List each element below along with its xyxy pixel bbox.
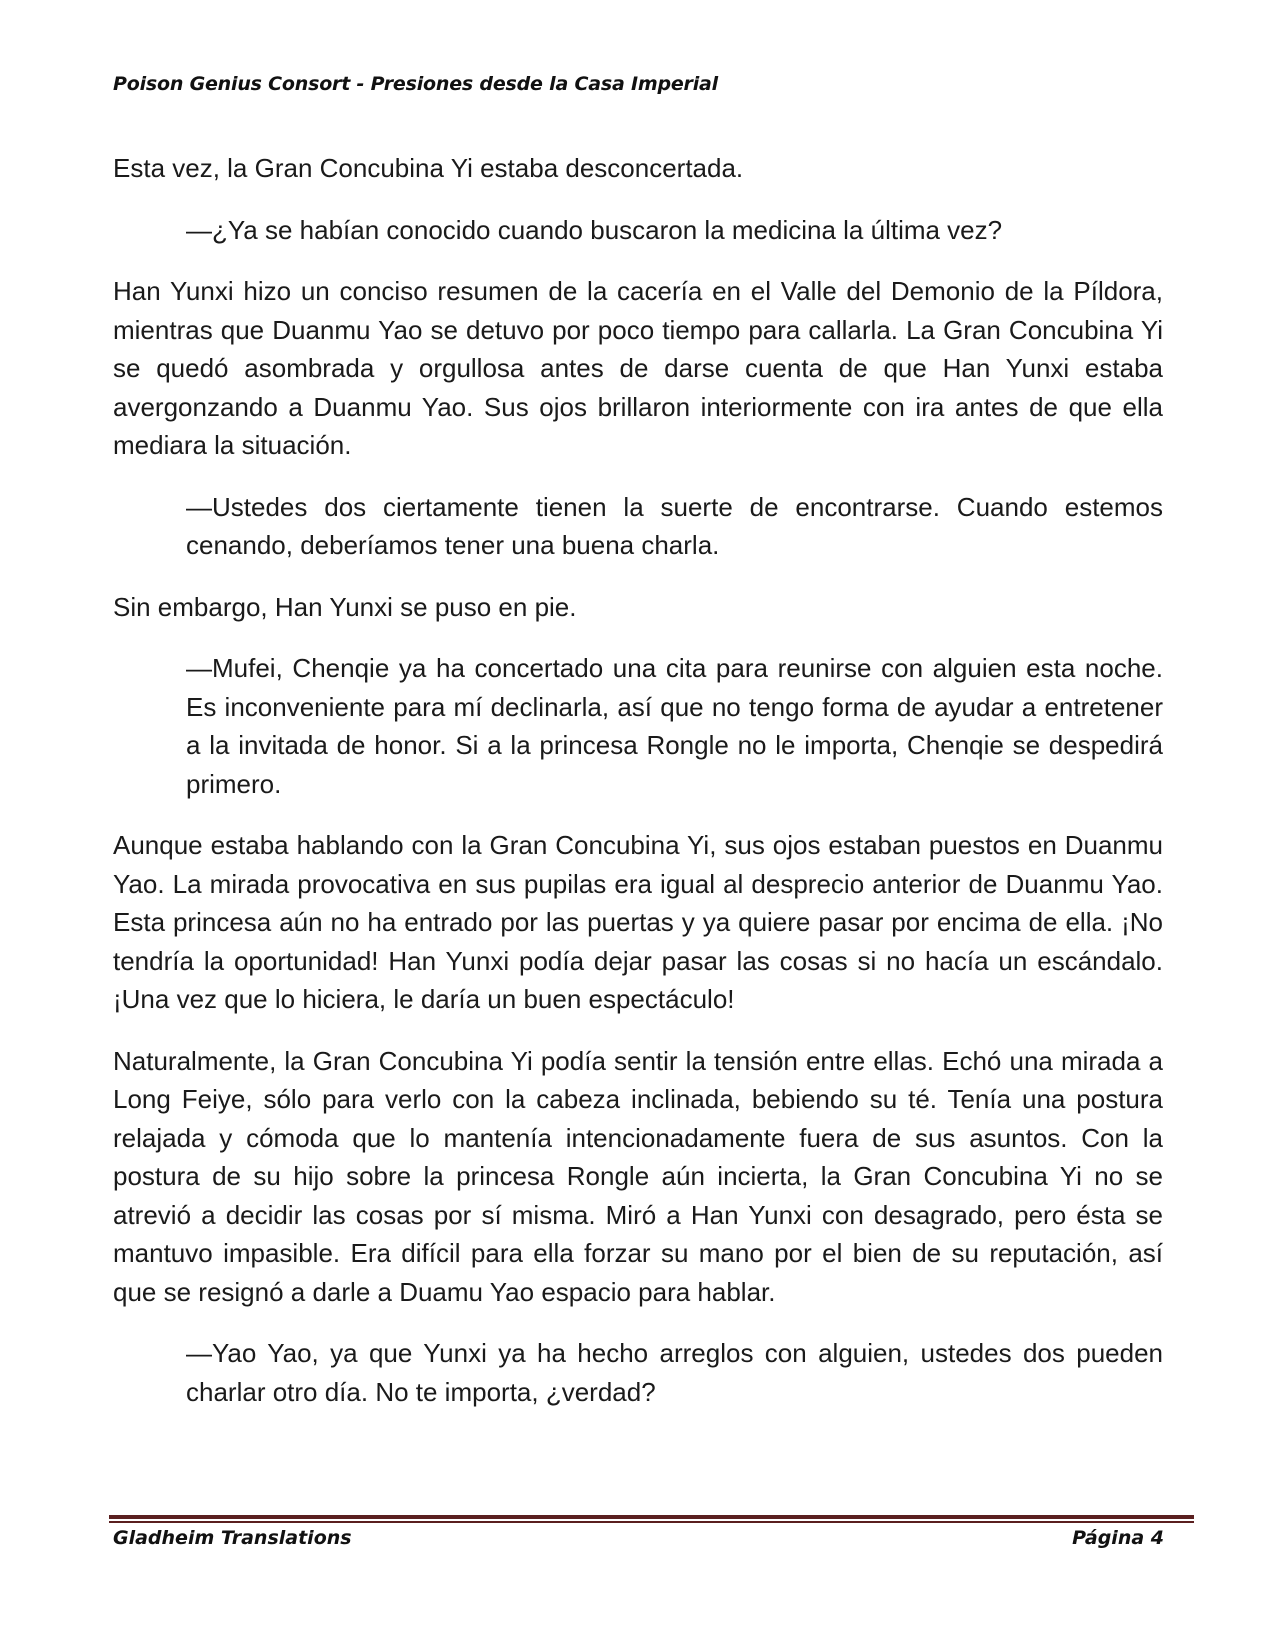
running-header: Poison Genius Consort - Presiones desde la Casa Imperial xyxy=(113,73,718,95)
paragraph-8: Naturalmente, la Gran Concubina Yi podía sentir la tensión entre ellas. Echó una mirada a Long Feiye, sólo para verlo con la cabeza inclinada, bebiendo su té. Tenía una postura relajada y cómoda que lo mantenía intencionadamente fuera de sus asuntos. Con la postura de su hijo sobre la princesa Rongle aún incierta, la Gran Concubina Yi no se atrevió a decidir las cosas por sí misma. Miró a Han Yunxi con desagrado, pero ésta se mantuvo impasible. Era difícil para ella forzar su mano por el bien de su reputación, así que se resignó a darle a Duamu Yao espacio para hablar. xyxy=(113,1045,1163,1307)
footer-divider-thin xyxy=(109,1521,1194,1523)
footer-translator: Gladheim Translations xyxy=(113,1527,352,1549)
paragraph-3: Han Yunxi hizo un conciso resumen de la cacería en el Valle del Demonio de la Píldora, mientras que Duanmu Yao se detuvo por poco tiempo para callarla. La Gran Concubina Yi se quedó asombrada y orgullosa antes de darse cuenta de que Han Yunxi estaba avergonzando a Duanmu Yao. Sus ojos brillaron interiormente con ira antes de que ella mediara la situación. xyxy=(113,276,1163,460)
footer-page-number: Página 4 xyxy=(1072,1527,1164,1549)
paragraph-7: Aunque estaba hablando con la Gran Concubina Yi, sus ojos estaban puestos en Duanmu Yao. La mirada provocativa en sus pupilas era igual al desprecio anterior de Duanmu Yao. Esta princesa aún no ha entrado por las puertas y ya quiere pasar por encima de ella. ¡No tendría la oportunidad! Han Yunxi podía dejar pasar las cosas si no hacía un escándalo. ¡Una vez que lo hiciera, le daría un buen espectáculo! xyxy=(113,830,1163,1014)
dialogue-paragraph-2: —¿Ya se habían conocido cuando buscaron la medicina la última vez? xyxy=(186,214,1003,245)
paragraph-1: Esta vez, la Gran Concubina Yi estaba desconcertada. xyxy=(113,153,744,183)
dialogue-paragraph-6: —Mufei, Chenqie ya ha concertado una cita para reunirse con alguien esta noche. Es inconveniente para mí declinarla, así que no tengo forma de ayudar a entretener a la invitada de honor. Si a la princesa Rongle no le importa, Chenqie se despedirá primero. xyxy=(186,653,1163,799)
footer-divider xyxy=(109,1515,1194,1521)
footer-divider-thick xyxy=(109,1515,1194,1519)
paragraph-5: Sin embargo, Han Yunxi se puso en pie. xyxy=(113,591,577,622)
dialogue-paragraph-4: —Ustedes dos ciertamente tienen la suerte de encontrarse. Cuando estemos cenando, deberíamos tener una buena charla. xyxy=(186,491,1163,560)
page-body xyxy=(113,149,1163,1434)
dialogue-paragraph-9: —Yao Yao, ya que Yunxi ya ha hecho arreglos con alguien, ustedes dos pueden charlar otro día. No te importa, ¿verdad? xyxy=(186,1338,1163,1407)
